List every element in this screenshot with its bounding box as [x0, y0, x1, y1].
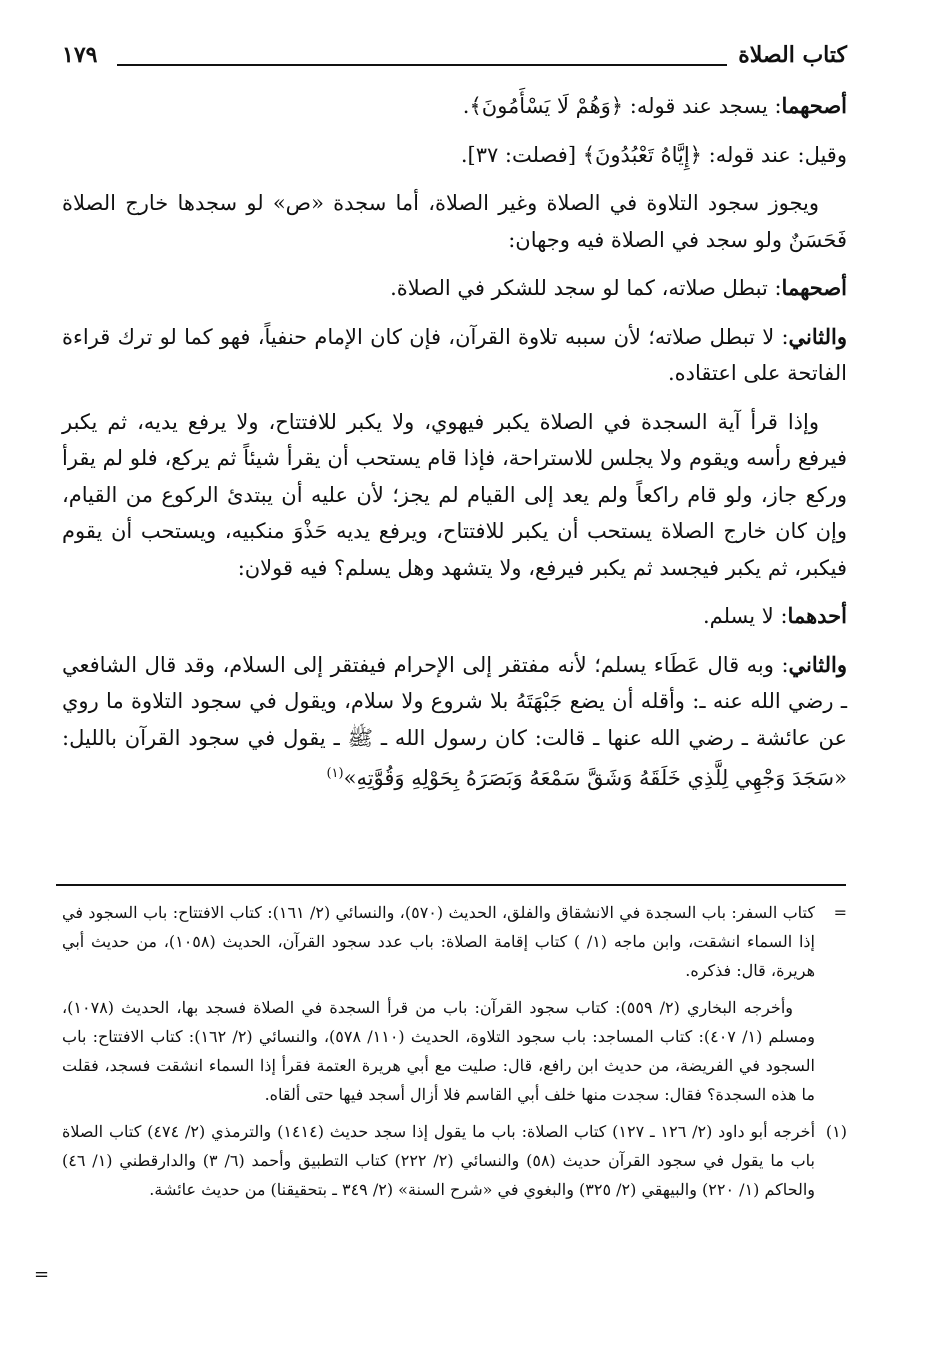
footnote-number: (١)	[825, 1122, 847, 1141]
paragraph-8: والثاني: وبه قال عَطَاء يسلم؛ لأنه مفتقر إلى الإحرام فيفتقر إلى السلام، وقد قال الشافعي ـ رضي الله عنه ـ: وأقله أن يضع جَبْهَتَهُ بلا شروع ولا سلام، ويقول في سجود التلاوة ما روي عن عائشة ـ رضي الله عنها ـ قالت: كان رسول الله ـ ﷺ ـ يقول في سجود القرآن بالليل: «سَجَدَ وَجْهِي لِلَّذِي خَلَقَهُ وَشَقَّ سَمْعَهُ وَبَصَرَهُ بِحَوْلِهِ وَقُوَّتِهِ»$^{(١)}$	[62, 651, 847, 790]
continued-mark: =	[34, 1264, 50, 1285]
page-number: ١٧٩	[62, 42, 98, 68]
term-ashahuma: أصحهما	[781, 93, 847, 118]
paragraph-5: والثاني: لا تبطل صلاته؛ لأن سببه تلاوة القرآن، فإن كان الإمام حنفياً، فهو كما لو ترك قراءة الفاتحة على اعتقاده.	[62, 323, 847, 385]
term-al-thani: والثاني	[788, 651, 847, 677]
continuation-mark: =	[833, 903, 847, 922]
term-ahaduhuma: أحدهما	[787, 603, 847, 628]
footnote-ref: (١)	[326, 766, 344, 781]
term-ashahuma: أصحهما	[781, 275, 847, 300]
term-al-thani: والثاني	[788, 323, 847, 349]
running-header	[62, 42, 847, 82]
paragraph-2: وقيل: عند قوله: ﴿إِيَّاهُ تَعْبُدُونَ﴾ [فصلت: ٣٧].	[460, 142, 847, 167]
footnote-continuation-2: وأخرجه البخاري (٢/ ٥٥٩): كتاب سجود القرآن: باب من قرأ السجدة في الصلاة فسجد بها، الحديث (١٠٧٨)، ومسلم (١/ ٤٠٧): كتاب المساجد: باب سجود التلاوة، الحديث (١١٠/ ٥٧٨)، والنسائي (٢/ ١٦٢): كتاب الافتتاح: باب السجود في الفريضة، من حديث ابن رافع، قال: صليت مع أبي هريرة العتمة فقرأ إذا السماء انشقت فسجد، فقلت ما هذه السجدة؟ فقال: سجدت منها خلف أبي القاسم فلا أزال أسجد فيها حتى ألقاه.	[62, 998, 816, 1104]
main-text	[62, 88, 847, 809]
footnote-separator	[56, 884, 846, 886]
footnote-1: (١) أخرجه أبو داود (٢/ ١٢٦ ـ ١٢٧) كتاب الصلاة: باب ما يقول إذا سجد حديث (١٤١٤) والترمذي (٢/ ٤٧٤) كتاب الصلاة باب ما يقول في سجود القرآن حديث (٥٨) والنسائي (٢/ ٢٢٢) كتاب التطبيق وأحمد (٦/ ٣) والدارقطني (١/ ٤٦) والحاكم (١/ ٢٢٠) والبيهقي (٢/ ٣٢٥) والبغوي في «شرح السنة» (٢/ ٣٤٩ ـ بتحقيقنا) من حديث عائشة.	[62, 1117, 847, 1204]
footnotes	[62, 898, 847, 1212]
paragraph-6: وإذا قرأ آية السجدة في الصلاة يكبر فيهوي، ولا يكبر للافتتاح، ولا يرفع يديه، ثم يكبر فيرفع رأسه ويقوم ولا يجلس للاستراحة، فإذا قام يستحب أن يقرأ شيئاً ثم يركع، فلو لم يقرأ وركع جاز، ولو قام راكعاً ولم يعد إلى القيام لم يجز؛ لأن عليه أن يبتدئ الركوع من القيام، وإن كان خارج الصلاة يستحب أن يكبر للافتتاح، ويرفع يديه حَذْوَ منكبيه، ويستحب أن يقوم فيكبر، ثم يكبر فيجسد ثم يكبر فيرفع، ولا يتشهد وهل يسلم؟ فيه قولان:	[62, 409, 847, 580]
paragraph-4: أصحهما: تبطل صلاته، كما لو سجد للشكر في الصلاة.	[390, 275, 847, 300]
chapter-title: كتاب الصلاة	[738, 42, 847, 68]
footnote-continuation: = كتاب السفر: باب السجدة في الانشقاق والفلق، الحديث (٥٧٠)، والنسائي (٢/ ١٦١): كتاب الافتتاح: باب السجود في إذا السماء انشقت، وابن ماجه (١/ ) كتاب إقامة الصلاة: باب عدد سجود القرآن، الحديث (١٠٥٨)، من حديث أبي هريرة، قال: فذكره.	[62, 898, 847, 985]
paragraph-3: ويجوز سجود التلاوة في الصلاة وغير الصلاة، أما سجدة «ص» لو سجدها خارج الصلاة فَحَسَنٌ ولو سجد في الصلاة فيه وجهان:	[62, 191, 847, 252]
paragraph-7: أحدهما: لا يسلم.	[702, 603, 847, 628]
paragraph-1: أصحهما: يسجد عند قوله: ﴿وَهُمْ لَا يَسْأَمُونَ﴾.	[462, 93, 847, 118]
header-rule	[117, 64, 727, 66]
